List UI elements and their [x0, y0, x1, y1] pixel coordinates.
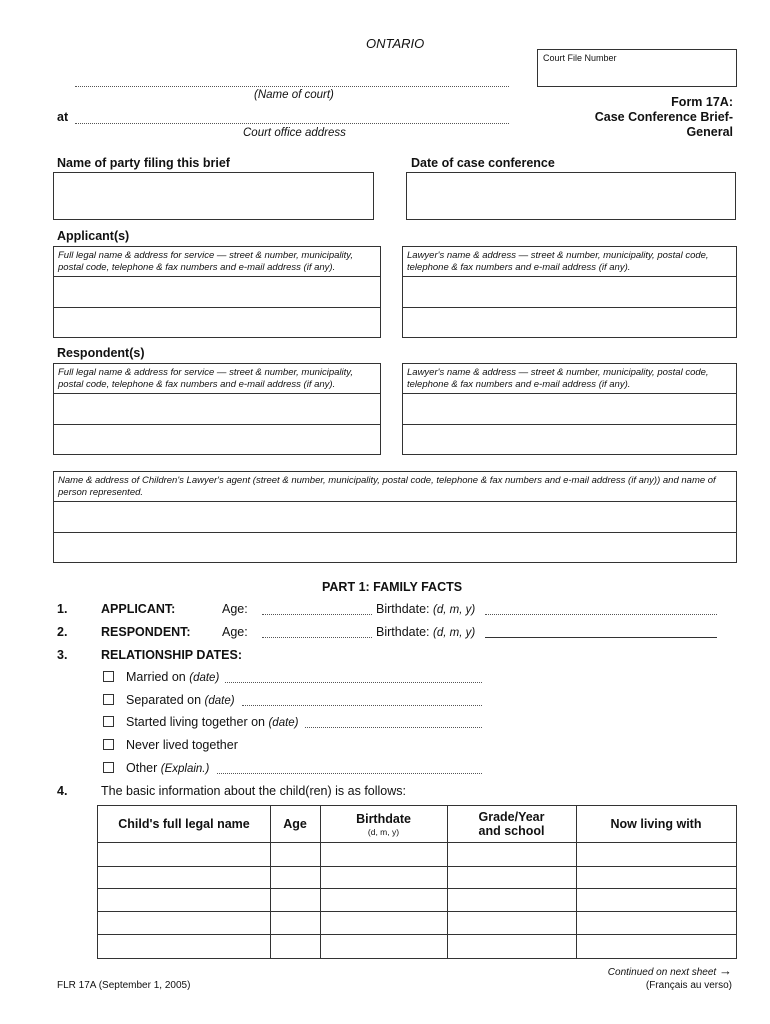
- form-reference: FLR 17A (September 1, 2005): [57, 980, 191, 991]
- part1-title: PART 1: FAMILY FACTS: [322, 580, 463, 594]
- birthdate-label: [376, 602, 475, 616]
- childrens-lawyer-hint: Name & address of Children's Lawyer's agent (street & number, municipality, postal code, telephone & fax numbers and e-mail address (if any)) and name of person represented.: [58, 475, 716, 498]
- respondent-party-hint: Full legal name & address for service — street & number, municipality, postal code, telephone & fax numbers and e-mail address (if any).: [58, 367, 353, 390]
- applicant-birthdate-field[interactable]: [485, 614, 717, 615]
- respondent-party-box[interactable]: [53, 363, 381, 455]
- col-header-living: Now living with: [610, 817, 702, 831]
- french-note: (Français au verso): [645, 980, 732, 991]
- court-office-address-line[interactable]: [75, 123, 509, 124]
- age-label: Age:: [222, 602, 248, 616]
- col-header-name: Child's full legal name: [118, 817, 250, 831]
- item-number: 4.: [57, 784, 68, 798]
- option-hint: (Explain.): [160, 763, 210, 775]
- right-arrow-icon: →: [719, 963, 732, 978]
- married-checkbox[interactable]: [103, 671, 114, 682]
- respondents-title: Respondent(s): [57, 346, 145, 360]
- court-office-address-label: Court office address: [243, 127, 346, 139]
- birthdate-format: (d, m, y): [433, 604, 476, 616]
- col-header-birthdate: Birthdate: [356, 812, 411, 826]
- conference-date-field[interactable]: [406, 172, 736, 220]
- never-lived-together-label: Never lived together: [126, 738, 238, 752]
- continued-note: [608, 963, 732, 978]
- divider: [54, 393, 380, 394]
- conference-date-label: Date of case conference: [411, 156, 555, 170]
- married-label: [126, 670, 219, 684]
- applicants-title: Applicant(s): [57, 229, 130, 243]
- at-label: at: [57, 110, 69, 124]
- separated-checkbox[interactable]: [103, 694, 114, 705]
- started-living-together-checkbox[interactable]: [103, 716, 114, 727]
- table-row[interactable]: [98, 912, 736, 934]
- court-file-number-field[interactable]: [537, 49, 737, 87]
- col-header-grade-line1: Grade/Year: [478, 810, 545, 824]
- court-file-number-label: Court File Number: [543, 53, 617, 63]
- table-row[interactable]: [98, 867, 736, 888]
- province-title: ONTARIO: [366, 36, 425, 51]
- col-header-age: Age: [283, 817, 307, 831]
- age-label: Age:: [222, 625, 248, 639]
- option-text: Married on: [126, 670, 186, 684]
- other-explain-field[interactable]: [217, 773, 482, 774]
- divider: [403, 307, 736, 308]
- name-of-court-label: (Name of court): [254, 89, 334, 101]
- applicant-lawyer-box[interactable]: [402, 246, 737, 338]
- continued-text: Continued on next sheet: [607, 967, 717, 978]
- table-row[interactable]: [98, 889, 736, 911]
- divider: [54, 532, 736, 533]
- relationship-dates-title: RELATIONSHIP DATES:: [101, 648, 242, 662]
- option-text: Separated on: [126, 693, 202, 707]
- respondent-birthdate-field[interactable]: [485, 637, 717, 638]
- childrens-lawyer-box[interactable]: [53, 471, 737, 563]
- divider: [403, 393, 736, 394]
- item-number: 3.: [57, 648, 68, 662]
- respondent-lawyer-box[interactable]: [402, 363, 737, 455]
- birthdate-word: Birthdate:: [376, 625, 430, 639]
- respondent-label: RESPONDENT:: [101, 625, 191, 639]
- form-title-block: [595, 95, 733, 140]
- party-filing-label: Name of party filing this brief: [57, 156, 230, 170]
- divider: [403, 276, 736, 277]
- children-table: [97, 805, 737, 959]
- applicant-age-field[interactable]: [262, 614, 372, 615]
- divider: [54, 276, 380, 277]
- col-header-birthdate-format: (d, m, y): [367, 827, 400, 837]
- applicant-party-hint: Full legal name & address for service — street & number, municipality, postal code, telephone & fax numbers and e-mail address (if any).: [58, 250, 353, 273]
- col-header-grade-line2: and school: [478, 824, 545, 838]
- applicant-party-box[interactable]: [53, 246, 381, 338]
- separated-label: [126, 693, 235, 707]
- divider: [54, 424, 380, 425]
- divider: [54, 501, 736, 502]
- children-intro: The basic information about the child(ren) is as follows:: [101, 784, 407, 798]
- option-text: Started living together on: [126, 715, 265, 729]
- divider: [403, 424, 736, 425]
- option-hint: (date): [189, 672, 220, 684]
- divider: [54, 307, 380, 308]
- form-title-line2: General: [686, 125, 733, 139]
- applicant-lawyer-hint: Lawyer's name & address — street & number, municipality, postal code, telephone & fax numbers and e-mail address (if any).: [407, 250, 709, 273]
- name-of-court-line[interactable]: [75, 86, 509, 87]
- form-number: Form 17A:: [671, 95, 733, 109]
- never-lived-together-checkbox[interactable]: [103, 739, 114, 750]
- started-living-together-label: [126, 715, 299, 729]
- form-title-line1: Case Conference Brief-: [594, 110, 733, 124]
- table-row[interactable]: [98, 935, 736, 958]
- married-date-field[interactable]: [225, 682, 482, 683]
- birthdate-label: [376, 625, 475, 639]
- option-hint: (date): [268, 717, 299, 729]
- started-living-together-date-field[interactable]: [305, 727, 482, 728]
- item-number: 2.: [57, 625, 68, 639]
- birthdate-format: (d, m, y): [433, 627, 476, 639]
- respondent-lawyer-hint: Lawyer's name & address — street & number, municipality, postal code, telephone & fax numbers and e-mail address (if any).: [407, 367, 709, 390]
- option-text: Other: [126, 761, 158, 775]
- item-number: 1.: [57, 602, 68, 616]
- col-header-grade: [447, 810, 576, 838]
- other-label: [126, 761, 209, 775]
- other-checkbox[interactable]: [103, 762, 114, 773]
- option-hint: (date): [204, 695, 235, 707]
- respondent-age-field[interactable]: [262, 637, 372, 638]
- birthdate-word: Birthdate:: [376, 602, 430, 616]
- separated-date-field[interactable]: [242, 705, 482, 706]
- party-filing-field[interactable]: [53, 172, 374, 220]
- applicant-label: APPLICANT:: [101, 602, 176, 616]
- table-row[interactable]: [98, 843, 736, 866]
